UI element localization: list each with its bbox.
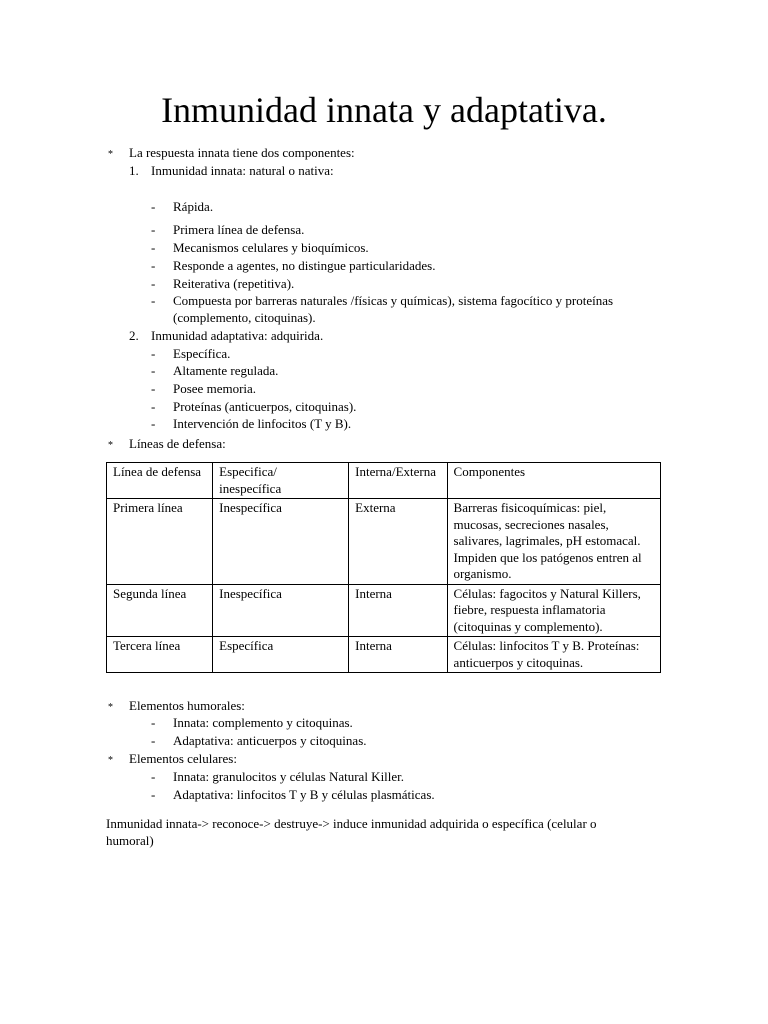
list-item: Compuesta por barreras naturales /físicas y químicas), sistema fagocítico y proteínas <box>173 293 614 308</box>
dash: - <box>151 363 156 378</box>
table-cell: Inespecífica <box>213 499 349 585</box>
table-cell: Células: linfocitos T y B. Proteínas: anticuerpos y citoquinas. <box>447 637 660 673</box>
table-header-cell: Línea de defensa <box>107 463 213 499</box>
table-row <box>107 584 661 637</box>
page-title: Inmunidad innata y adaptativa. <box>161 90 607 130</box>
table-cell: Inespecífica <box>213 584 349 637</box>
list-number: 2. <box>129 328 139 343</box>
dash: - <box>151 199 156 214</box>
list-item-continuation: (complemento, citoquinas). <box>173 310 316 325</box>
list-item: Altamente regulada. <box>173 363 279 378</box>
dash: - <box>151 399 156 414</box>
summary-paragraph: Inmunidad innata-> reconoce-> destruye-> induce inmunidad adquirida o específica (celular o humoral) <box>106 816 597 848</box>
dash: - <box>151 381 156 396</box>
list-item: Intervención de linfocitos (T y B). <box>173 416 352 431</box>
table-cell: Segunda línea <box>107 584 213 637</box>
innate-heading: Inmunidad innata: natural o nativa: <box>151 163 334 178</box>
list-item: Reiterativa (repetitiva). <box>173 276 295 291</box>
dash: - <box>151 222 156 237</box>
dash: - <box>151 715 156 730</box>
table-row <box>107 637 661 673</box>
list-item: Posee memoria. <box>173 381 257 396</box>
defense-table <box>106 462 661 673</box>
list-item: Innata: complemento y citoquinas. <box>173 715 353 730</box>
dash: - <box>151 769 156 784</box>
list-number: 1. <box>129 163 139 178</box>
table-row <box>107 499 661 585</box>
list-item: Rápida. <box>173 199 214 214</box>
bullet-star: * <box>108 755 113 766</box>
table-cell: Interna <box>349 637 447 673</box>
dash: - <box>151 276 156 291</box>
table-header-cell: Especifica/ inespecífica <box>213 463 349 499</box>
table-header-cell: Componentes <box>447 463 660 499</box>
dash: - <box>151 240 156 255</box>
dash: - <box>151 733 156 748</box>
table-cell: Interna <box>349 584 447 637</box>
intro-text: La respuesta innata tiene dos componentes: <box>129 145 355 160</box>
list-item: Adaptativa: linfocitos T y B y células plasmáticas. <box>173 787 435 802</box>
list-item: Responde a agentes, no distingue particularidades. <box>173 258 436 273</box>
table-cell: Externa <box>349 499 447 585</box>
table-cell: Específica <box>213 637 349 673</box>
list-item: Específica. <box>173 346 231 361</box>
table-cell: Células: fagocitos y Natural Killers, fiebre, respuesta inflamatoria (citoquinas y complemento). <box>447 584 660 637</box>
bullet-star: * <box>108 702 113 713</box>
dash: - <box>151 258 156 273</box>
table-header-row <box>107 463 661 499</box>
list-item: Adaptativa: anticuerpos y citoquinas. <box>173 733 367 748</box>
list-item: Primera línea de defensa. <box>173 222 305 237</box>
humoral-heading: Elementos humorales: <box>129 698 245 713</box>
table-cell: Primera línea <box>107 499 213 585</box>
dash: - <box>151 416 156 431</box>
table-cell: Barreras fisicoquímicas: piel, mucosas, secreciones nasales, salivares, lagrimales, pH estomacal. Impiden que los patógenos entren al organismo. <box>447 499 660 585</box>
defense-heading: Líneas de defensa: <box>129 436 226 451</box>
dash: - <box>151 346 156 361</box>
list-item: Innata: granulocitos y células Natural Killer. <box>173 769 405 784</box>
list-item: Proteínas (anticuerpos, citoquinas). <box>173 399 357 414</box>
table-header-cell: Interna/Externa <box>349 463 447 499</box>
adaptive-heading: Inmunidad adaptativa: adquirida. <box>151 328 324 343</box>
list-item: Mecanismos celulares y bioquímicos. <box>173 240 369 255</box>
dash: - <box>151 293 156 308</box>
bullet-star: * <box>108 440 113 451</box>
bullet-star: * <box>108 149 113 160</box>
table-cell: Tercera línea <box>107 637 213 673</box>
cellular-heading: Elementos celulares: <box>129 751 237 766</box>
dash: - <box>151 787 156 802</box>
